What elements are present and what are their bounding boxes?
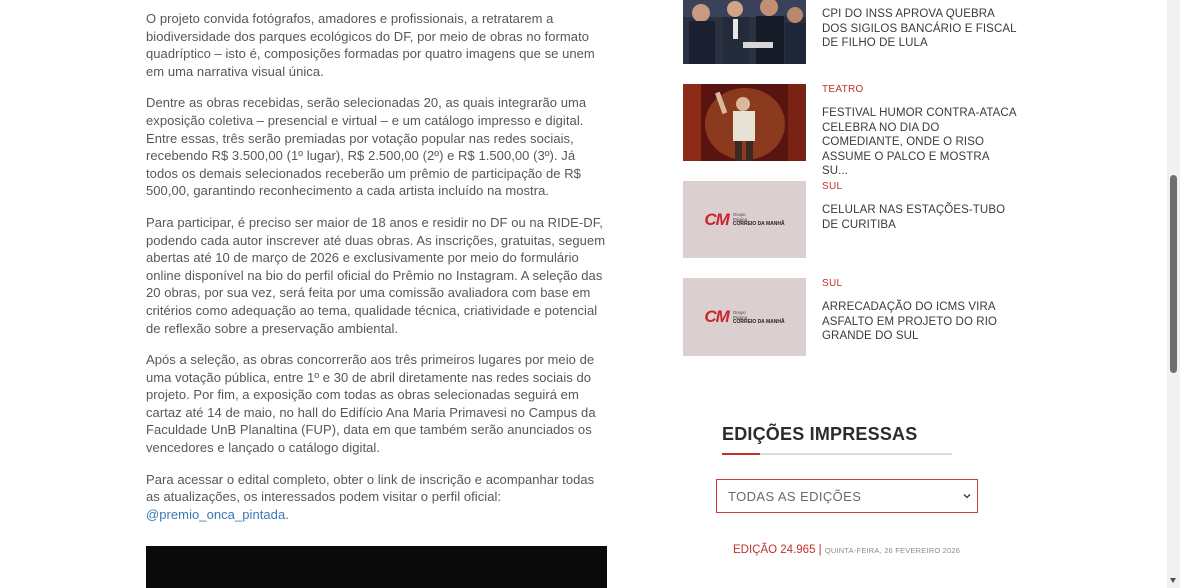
news-thumbnail[interactable] [683, 278, 806, 356]
sidebar-news-item[interactable] [683, 0, 1023, 64]
editions-heading: EDIÇÕES IMPRESSAS [722, 424, 918, 444]
article-paragraph: Após a seleção, as obras concorrerão aos três primeiros lugares por meio de uma votação pública, entre 1º e 30 de abril diretamente nas redes sociais do projeto. Por fim, a exposição com todas as obras selecionadas seguirá em cartaz até 14 de maio, no hall do Edifício Ana Maria Primavesi no Campus da Faculdade UnB Planaltina (FUP), data em que também serão anunciados os vencedores e lançado o catálogo digital. [146, 352, 596, 456]
chevron-down-icon [963, 493, 971, 499]
instagram-profile-link[interactable]: @premio_onca_pintada [146, 506, 286, 522]
news-title[interactable]: CELULAR NAS ESTAÇÕES-TUBO DE CURITIBA [822, 204, 1006, 231]
article-paragraph-text: Para acessar o edital completo, obter o link de inscrição e acompanhar todas as atualizações, os interessados podem visitar o perfil oficial: [146, 471, 595, 505]
sidebar-news-item[interactable] [683, 181, 1023, 258]
editions-select[interactable] [716, 479, 978, 513]
cm-logo-mark: CM [704, 209, 729, 229]
paragraph-period: . [285, 506, 289, 522]
correio-da-manha-logo [704, 307, 784, 327]
news-title[interactable]: ARRECADAÇÃO DO ICMS VIRA ASFALTO EM PROJETO DO RIO GRANDE DO SUL [822, 301, 998, 343]
theater-photo-image [683, 84, 806, 161]
cpi-photo-image [683, 0, 806, 64]
news-category[interactable]: TEATRO [822, 84, 864, 95]
heading-divider-accent [722, 453, 760, 455]
embedded-video[interactable] [146, 546, 607, 588]
edition-separator: | [815, 544, 825, 556]
logo-text: Página [732, 314, 748, 320]
news-title[interactable]: CPI DO INSS APROVA QUEBRA DOS SIGILOS BANCÁRIO E FISCAL DE FILHO DE LULA [822, 8, 1017, 50]
edition-number[interactable]: EDIÇÃO 24.965 [733, 544, 816, 556]
article-paragraph [146, 471, 608, 524]
cm-logo-mark: CM [704, 307, 729, 326]
logo-text: Grupo [732, 212, 746, 217]
correio-da-manha-logo [704, 210, 784, 230]
latest-edition[interactable] [733, 540, 960, 558]
sidebar-news-item[interactable] [683, 278, 1023, 356]
page-scrollbar[interactable] [1167, 0, 1180, 588]
news-category[interactable]: SUL [822, 278, 843, 289]
scroll-down-arrow-icon[interactable] [1170, 578, 1176, 583]
sidebar-news-item[interactable] [683, 84, 1023, 178]
edition-date: QUINTA-FEIRA, 26 FEVEREIRO 2026 [824, 546, 961, 555]
article-paragraph: Para participar, é preciso ser maior de 18 anos e residir no DF ou na RIDE-DF, podendo cada autor inscrever até duas obras. As inscrições, gratuitas, seguem abertas até 10 de março de 2026 e exclusivamente por meio do formulário online disponível na bio do perfil oficial do Prêmio no Instagram. A seleção das 20 obras, por sua vez, será feita por uma comissão avaliadora com base em critérios como adequação ao tema, qualidade técnica, criatividade e potencial de reflexão sobre a preservação ambiental. [146, 214, 606, 336]
news-thumbnail[interactable] [683, 181, 806, 258]
heading-divider [722, 453, 952, 455]
scrollbar-thumb[interactable] [1170, 175, 1177, 373]
logo-text: Página [732, 217, 748, 222]
article-paragraph: O projeto convida fotógrafos, amadores e profissionais, a retratarem a biodiversidade dos parques ecológicos do DF, por meio de obras no formato quadríptico – isto é, composições formadas por quatro imagens que se unem em uma narrativa visual única. [146, 11, 595, 79]
article-paragraph: Dentre as obras recebidas, serão selecionadas 20, as quais integrarão uma exposição coletiva – presencial e virtual – e um catálogo impresso e digital. Entre essas, três serão premiadas por votação popular nas redes sociais, recebendo R$ 3.500,00 (1º lugar), R$ 2.500,00 (2º) e R$ 1.500,00 (3º). Já todos os demais selecionados receberão um prêmio de participação de R$ 500,00, garantindo reconhecimento a cada artista incluído na mostra. [146, 95, 587, 199]
logo-brand: CORREIO DA MANHÃ [732, 221, 785, 227]
editions-select-value: TODAS AS EDIÇÕES [728, 488, 862, 504]
news-title[interactable]: FESTIVAL HUMOR CONTRA-ATACA CELEBRA NO DIA DO COMEDIANTE, ONDE O RISO ASSUME O PALCO E MOSTRA SU... [822, 107, 1016, 178]
news-thumbnail[interactable] [683, 0, 806, 64]
news-category[interactable]: SUL [822, 181, 843, 192]
logo-text: Grupo [732, 309, 746, 315]
news-thumbnail[interactable] [683, 84, 806, 161]
article-body [146, 10, 608, 537]
logo-brand: CORREIO DA MANHÃ [732, 318, 785, 325]
